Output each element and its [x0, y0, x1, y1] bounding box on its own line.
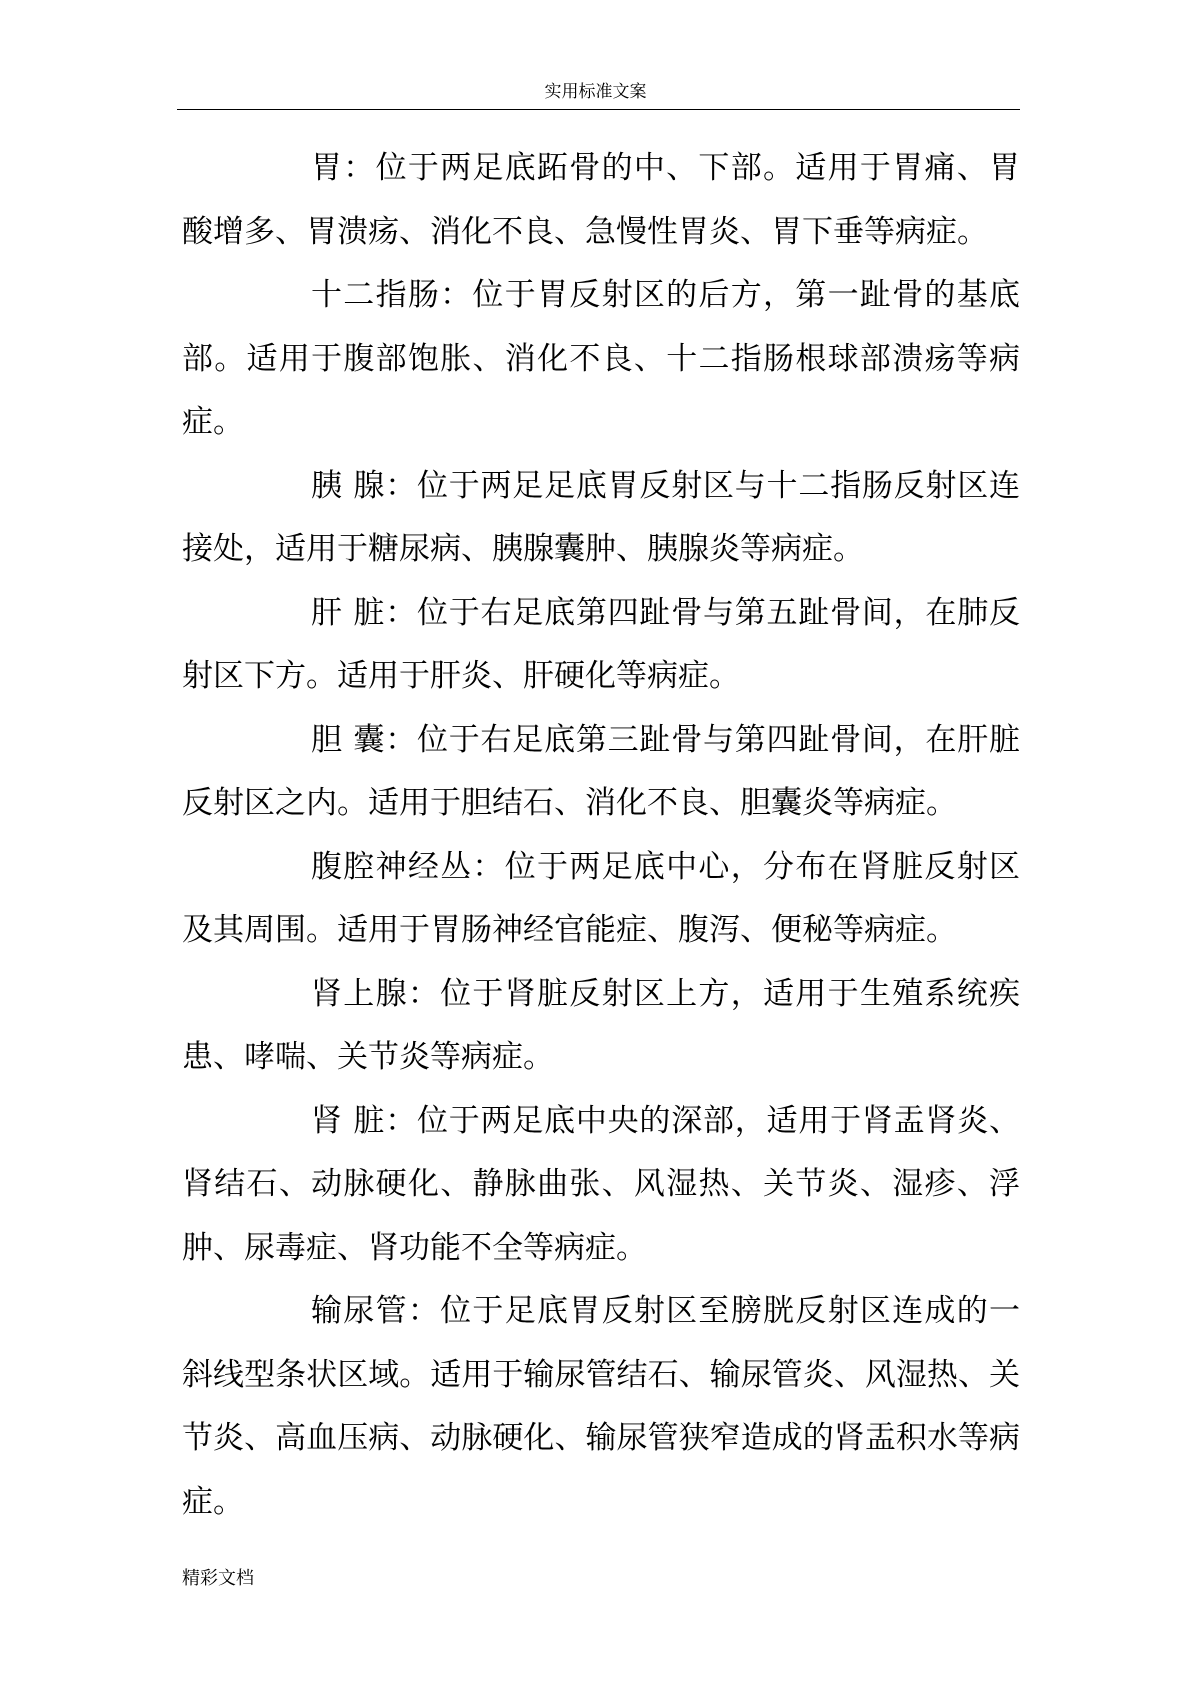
- page-footer: 精彩文档: [182, 1568, 254, 1589]
- paragraph-liver: 肝 脏：位于右足底第四趾骨与第五趾骨间，在肺反射区下方。适用于肝炎、肝硬化等病症。: [182, 594, 1020, 694]
- paragraph-gallbladder: 胆 囊：位于右足底第三趾骨与第四趾骨间，在肝脏反射区之内。适用于胆结石、消化不良、胆囊炎等病症。: [182, 721, 1020, 821]
- paragraph-stomach: 胃：位于两足底跖骨的中、下部。适用于胃痛、胃酸增多、胃溃疡、消化不良、急慢性胃炎、胃下垂等病症。: [182, 150, 1020, 250]
- paragraph-pancreas: 胰 腺：位于两足足底胃反射区与十二指肠反射区连接处，适用于糖尿病、胰腺囊肿、胰腺炎等病症。: [182, 467, 1020, 567]
- document-body: [182, 137, 1020, 1534]
- paragraph-celiac-plexus: 腹腔神经丛：位于两足底中心，分布在肾脏反射区及其周围。适用于胃肠神经官能症、腹泻、便秘等病症。: [182, 848, 1020, 948]
- paragraph-adrenal-gland: 肾上腺：位于肾脏反射区上方，适用于生殖系统疾患、哮喘、关节炎等病症。: [182, 975, 1020, 1075]
- paragraph-kidney: 肾 脏：位于两足底中央的深部，适用于肾盂肾炎、肾结石、动脉硬化、静脉曲张、风湿热、关节炎、湿疹、浮肿、尿毒症、肾功能不全等病症。: [182, 1102, 1020, 1266]
- page-header: 实用标准文案: [544, 82, 647, 102]
- paragraph-duodenum: 十二指肠：位于胃反射区的后方，第一趾骨的基底部。适用于腹部饱胀、消化不良、十二指肠根球部溃疡等病症。: [182, 277, 1020, 440]
- paragraph-ureter: 输尿管：位于足底胃反射区至膀胱反射区连成的一斜线型条状区域。适用于输尿管结石、输尿管炎、风湿热、关节炎、高血压病、动脉硬化、输尿管狭窄造成的肾盂积水等病症。: [182, 1293, 1020, 1520]
- header-divider: [177, 109, 1020, 110]
